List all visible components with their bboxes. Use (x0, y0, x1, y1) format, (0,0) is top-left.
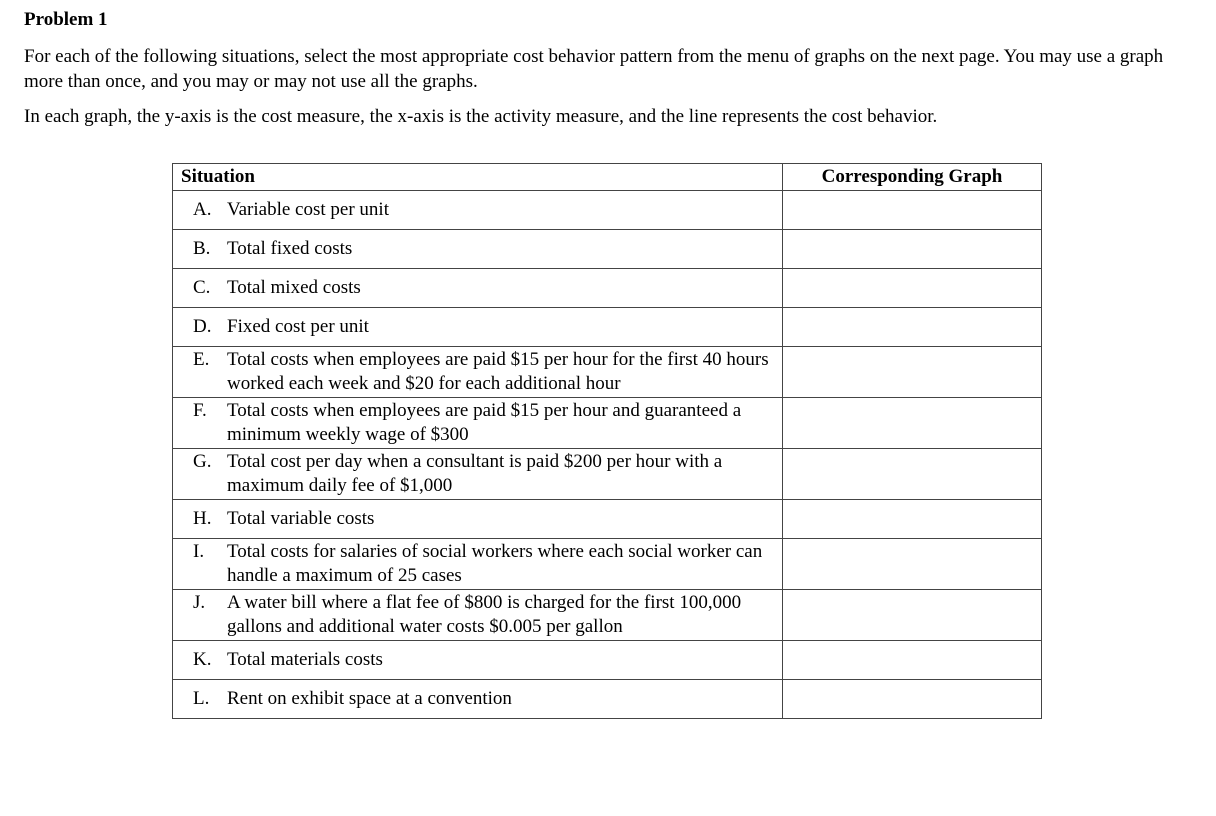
graph-answer-cell[interactable] (783, 308, 1042, 347)
situation-text: Total costs when employees are paid $15 per hour for the first 40 hours worked each week and $20 for each additional hour (227, 349, 769, 394)
situation-cell (173, 449, 783, 500)
situation-cell (173, 308, 783, 347)
situation-cell (173, 590, 783, 641)
situation-letter: K. (193, 649, 212, 670)
situation-cell (173, 269, 783, 308)
table-row (173, 641, 1042, 680)
situation-text: Total materials costs (227, 649, 383, 670)
situation-letter: C. (193, 277, 211, 298)
situation-letter: G. (193, 451, 212, 472)
situation-cell (173, 398, 783, 449)
graph-answer-cell[interactable] (783, 590, 1042, 641)
table-row (173, 398, 1042, 449)
graph-answer-cell[interactable] (783, 449, 1042, 500)
table-row (173, 680, 1042, 719)
situation-letter: F. (193, 400, 207, 421)
table-row (173, 191, 1042, 230)
situation-cell (173, 191, 783, 230)
situation-text: Total costs when employees are paid $15 per hour and guaranteed a minimum weekly wage of $300 (227, 400, 742, 445)
table-row (173, 539, 1042, 590)
document-page (24, 8, 1194, 129)
situations-table (172, 163, 1042, 719)
table-header-row (173, 164, 1042, 191)
table-row (173, 230, 1042, 269)
situation-text: Total fixed costs (227, 238, 353, 259)
graph-answer-cell[interactable] (783, 539, 1042, 590)
situation-letter: H. (193, 508, 212, 529)
situation-cell (173, 347, 783, 398)
situation-text: Total variable costs (227, 508, 375, 529)
situation-letter: A. (193, 199, 212, 220)
graph-answer-cell[interactable] (783, 641, 1042, 680)
table-row (173, 590, 1042, 641)
situation-cell (173, 539, 783, 590)
situation-text: Total cost per day when a consultant is paid $200 per hour with a maximum daily fee of $1,000 (227, 451, 723, 496)
situation-text: Total costs for salaries of social workers where each social worker can handle a maximum of 25 cases (227, 541, 763, 586)
situation-letter: D. (193, 316, 212, 337)
situation-letter: I. (193, 541, 205, 562)
graph-answer-cell[interactable] (783, 230, 1042, 269)
situation-cell (173, 230, 783, 269)
situation-letter: L. (193, 688, 210, 709)
graph-answer-cell[interactable] (783, 500, 1042, 539)
situation-letter: E. (193, 349, 210, 370)
graph-answer-cell[interactable] (783, 269, 1042, 308)
situation-letter: B. (193, 238, 211, 259)
graph-answer-cell[interactable] (783, 191, 1042, 230)
graph-column-header: Corresponding Graph (783, 164, 1042, 191)
problem-heading: Problem 1 (24, 9, 108, 30)
situation-letter: J. (193, 592, 206, 613)
situation-column-header: Situation (173, 164, 783, 191)
table-row (173, 500, 1042, 539)
graph-description-paragraph: In each graph, the y-axis is the cost measure, the x-axis is the activity measure, and the line represents the cost behavior. (24, 106, 938, 127)
situation-cell (173, 641, 783, 680)
situation-text: Fixed cost per unit (227, 316, 369, 337)
situation-text: Total mixed costs (227, 277, 361, 298)
situation-text: Rent on exhibit space at a convention (227, 688, 512, 709)
situation-text: Variable cost per unit (227, 199, 389, 220)
situation-cell (173, 680, 783, 719)
situation-text: A water bill where a flat fee of $800 is charged for the first 100,000 gallons and additional water costs $0.005 per gallon (227, 592, 742, 637)
situation-cell (173, 500, 783, 539)
graph-answer-cell[interactable] (783, 347, 1042, 398)
table-row (173, 308, 1042, 347)
table-row (173, 347, 1042, 398)
graph-answer-cell[interactable] (783, 398, 1042, 449)
graph-answer-cell[interactable] (783, 680, 1042, 719)
table-row (173, 269, 1042, 308)
table-row (173, 449, 1042, 500)
instructions-paragraph: For each of the following situations, select the most appropriate cost behavior pattern from the menu of graphs on the next page. You may use a graph more than once, and you may or may not use all the graphs. (24, 46, 1164, 92)
